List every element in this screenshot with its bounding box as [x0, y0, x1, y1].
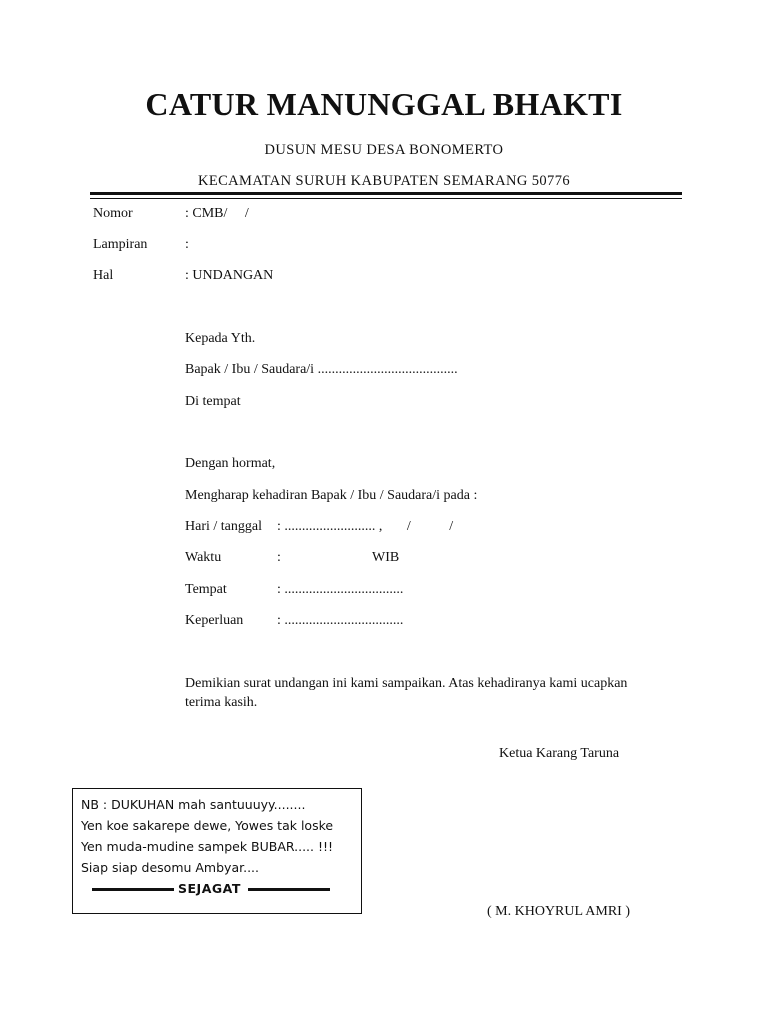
hal-label: Hal — [93, 268, 114, 283]
closing-line-1: Demikian surat undangan ini kami sampaikan. Atas kehadiranya kami ucapkan — [185, 676, 628, 691]
keperluan-value: : .................................. — [277, 613, 404, 628]
lampiran-label: Lampiran — [93, 237, 148, 252]
waktu-label: Waktu — [185, 550, 222, 565]
intro-text: Mengharap kehadiran Bapak / Ibu / Saudara/i pada : — [185, 488, 478, 503]
nomor-value: : CMB/ / — [185, 206, 249, 221]
waktu-unit: WIB — [372, 550, 400, 565]
recipient-place: Di tempat — [185, 394, 241, 409]
note-tag-rule-right — [248, 888, 330, 891]
hal-value: : UNDANGAN — [185, 268, 274, 283]
signature-role: Ketua Karang Taruna — [499, 746, 620, 761]
letterhead-rule-thin — [90, 198, 682, 199]
tempat-label: Tempat — [185, 582, 227, 597]
signature-name: ( M. KHOYRUL AMRI ) — [487, 904, 630, 919]
waktu-value: : — [277, 550, 281, 565]
note-tag: SEJAGAT — [178, 881, 241, 896]
letterhead-rule-thick — [90, 192, 682, 195]
greeting: Dengan hormat, — [185, 456, 276, 471]
tempat-value: : .................................. — [277, 582, 404, 597]
nomor-label: Nomor — [93, 206, 133, 221]
recipient-name: Bapak / Ibu / Saudara/i ........................................ — [185, 362, 458, 377]
letterhead-title: CATUR MANUNGGAL BHAKTI — [145, 86, 623, 122]
note-tag-rule-left — [92, 888, 174, 891]
lampiran-value: : — [185, 237, 189, 252]
closing-line-2: terima kasih. — [185, 695, 258, 710]
letterhead-address-line-2: KECAMATAN SURUH KABUPATEN SEMARANG 50776 — [197, 173, 570, 189]
hari-value: : .......................... , / / — [277, 519, 454, 534]
note-line-4: Siap siap desomu Ambyar.... — [81, 860, 259, 875]
note-line-1: NB : DUKUHAN mah santuuuyy........ — [81, 797, 306, 812]
letterhead-address-line-1: DUSUN MESU DESA BONOMERTO — [264, 142, 504, 158]
keperluan-label: Keperluan — [185, 613, 244, 628]
note-line-2: Yen koe sakarepe dewe, Yowes tak loske — [81, 818, 334, 833]
hari-label: Hari / tanggal — [185, 519, 262, 534]
note-line-3: Yen muda-mudine sampek BUBAR..... !!! — [81, 839, 334, 854]
recipient-to: Kepada Yth. — [185, 331, 256, 346]
